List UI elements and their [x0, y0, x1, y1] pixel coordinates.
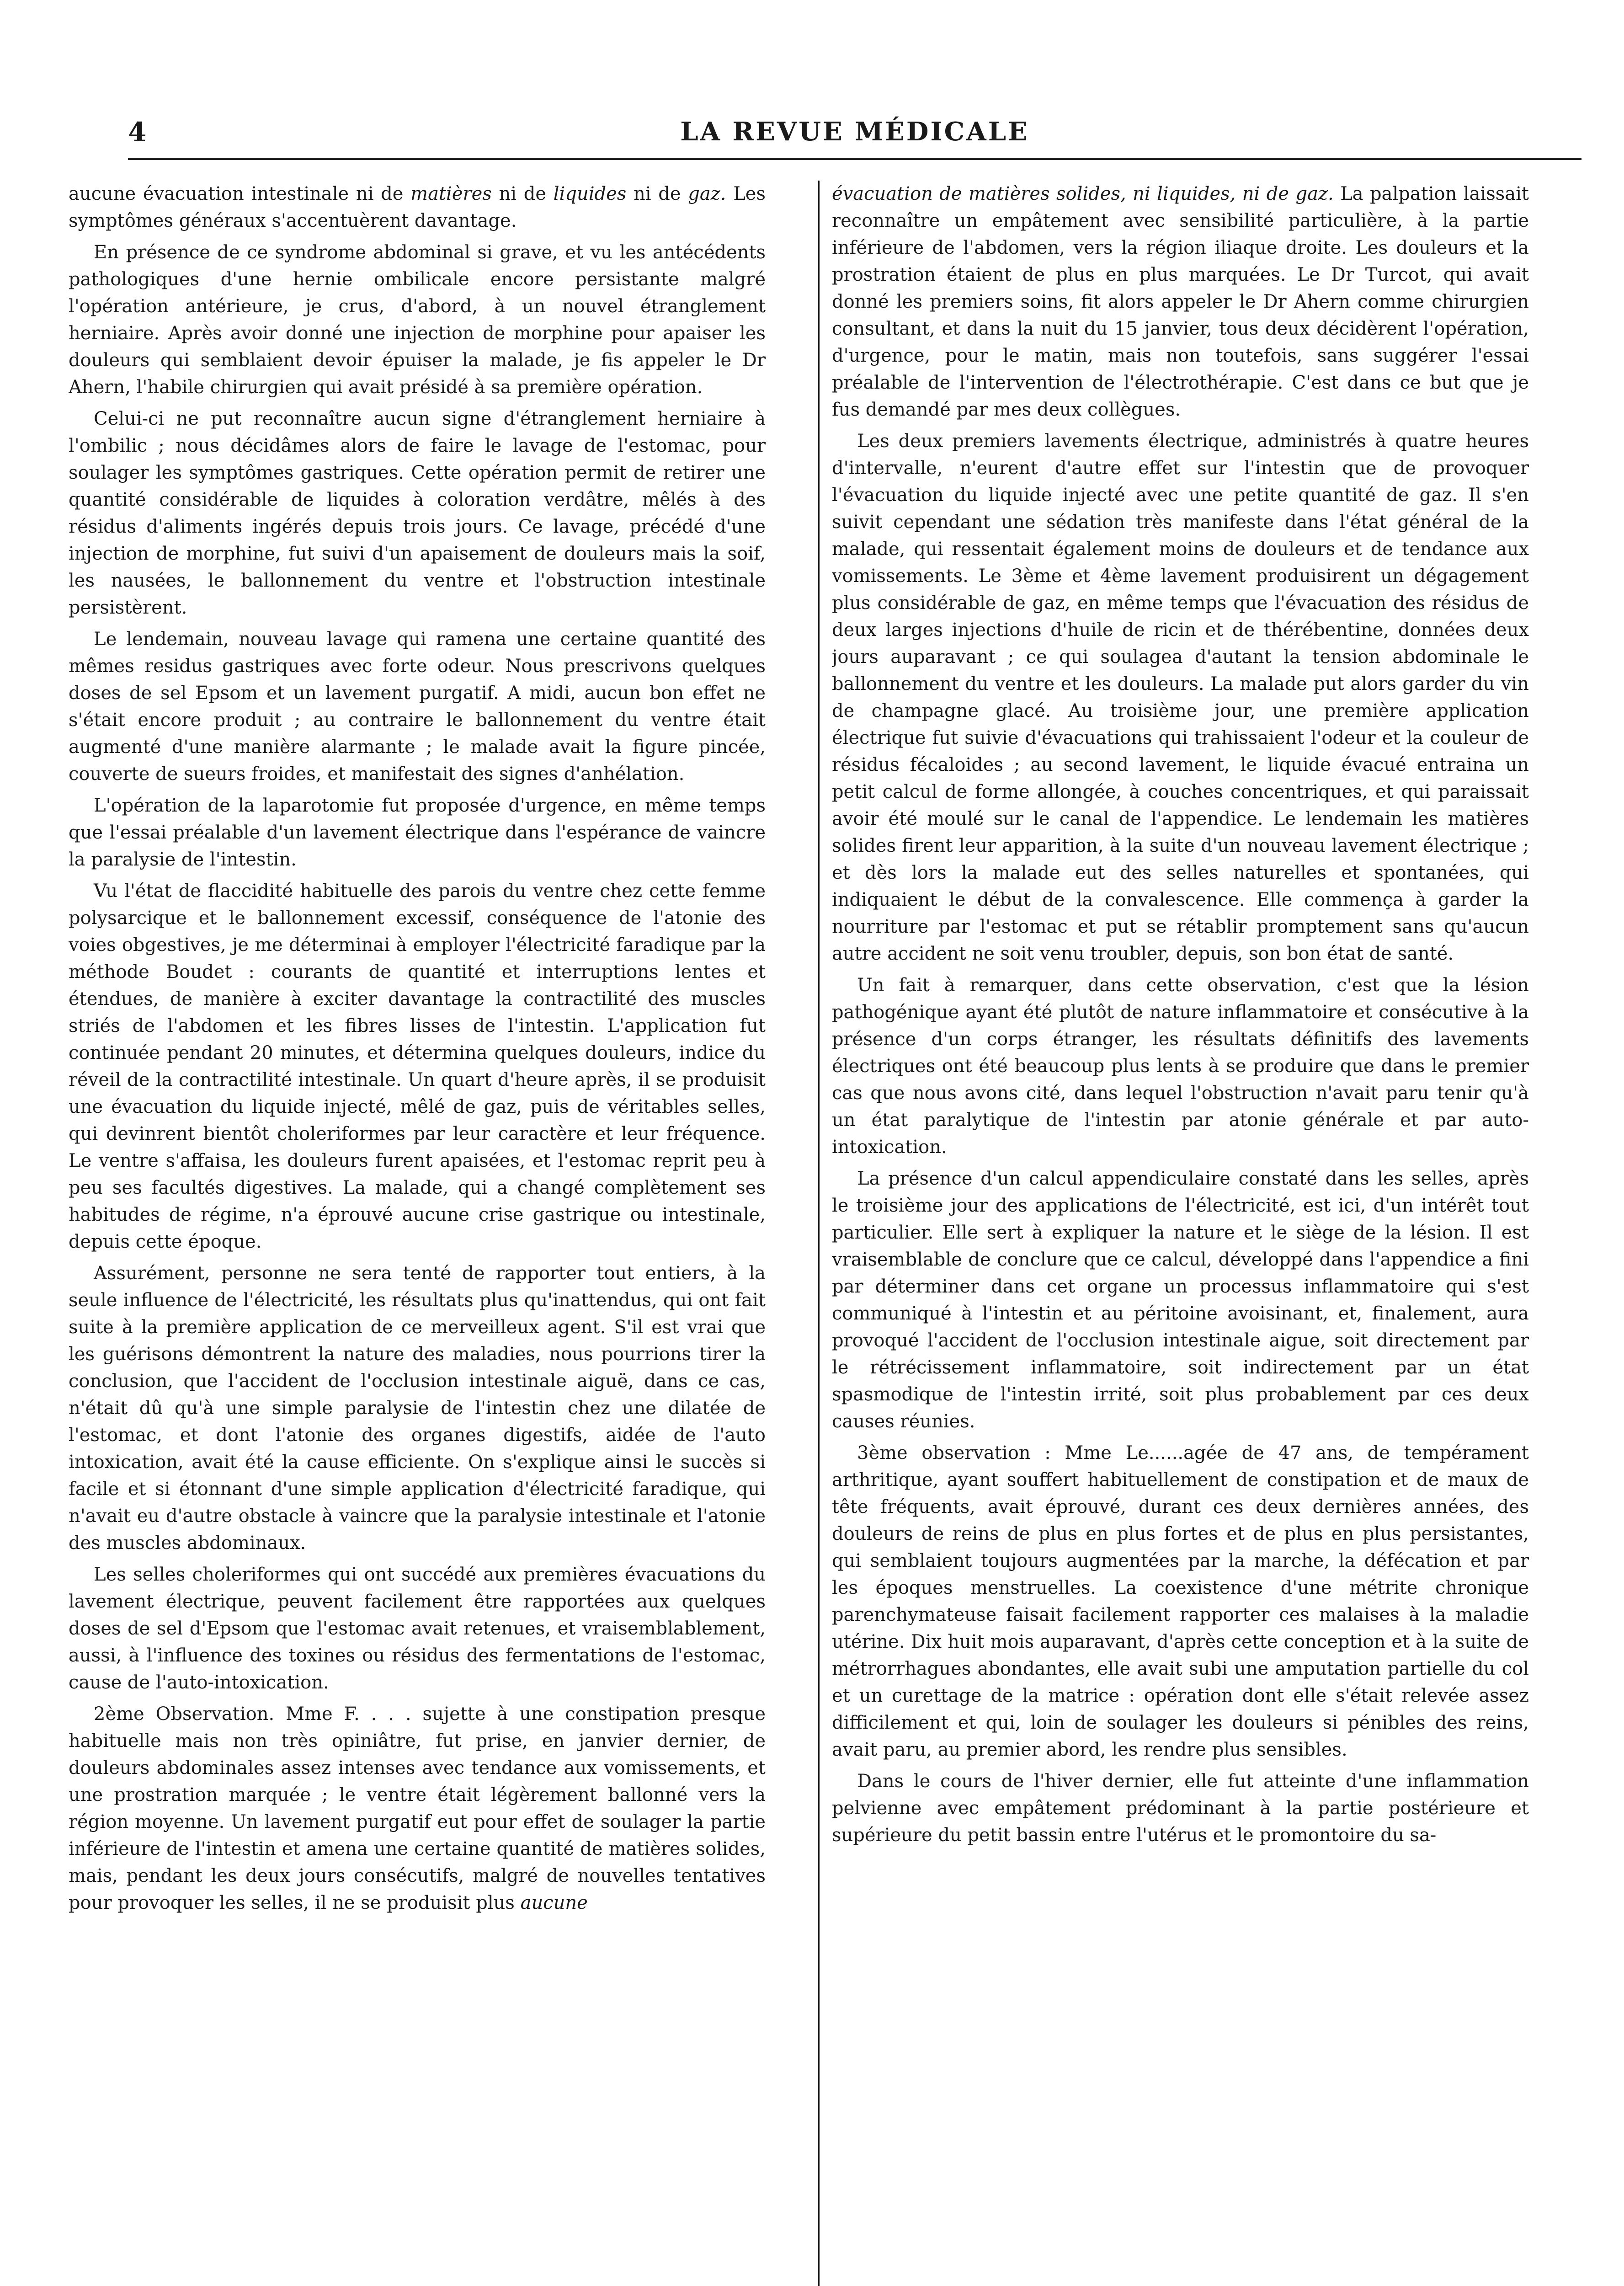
- paragraph: 3ème observation : Mme Le......agée de 47 ans, de tempérament arthritique, ayant souffert habituellement de constipation et de maux de tête fréquents, avait éprouvé, durant ces deux dernières années, des douleurs de reins de plus en plus fortes et de plus en plus persistantes, qui semblaient toujours augmentées par la marche, la défécation et par les époques menstruelles. La coexistence d'une métrite chronique parenchymateuse faisait facilement rapporter ces malaises à la maladie utérine. Dix huit mois auparavant, d'après cette conception et à la suite de métrorrhagues abondantes, elle avait subi une amputation partielle du col et un curettage de la matrice : opération dont elle s'était relevée assez difficilement et qui, loin de soulager les douleurs si pénibles des reins, avait paru, au premier abord, les rendre plus sensibles.: [832, 1442, 1529, 1760]
- header-rule: [128, 158, 1581, 160]
- paragraph: évacuation de matières solides, ni liquides, ni de gaz. La palpation laissait reconnaître un empâtement avec sensibilité particulière, à la partie inférieure de l'abdomen, vers la région iliaque droite. Les douleurs et la prostration étaient de plus en plus marquées. Le Dr Turcot, qui avait donné les premiers soins, fit alors appeler le Dr Ahern comme chirurgien consultant, et dans la nuit du 15 janvier, tous deux décidèrent l'opération, d'urgence, pour le matin, mais non toutefois, sans suggérer l'essai préalable de l'intervention de l'électrothérapie. C'est dans ce but que je fus demandé par mes deux collègues.: [832, 183, 1529, 420]
- journal-title: LA REVUE MÉDICALE: [680, 117, 1029, 147]
- paragraph: La présence d'un calcul appendiculaire constaté dans les selles, après le troisième jour des applications de l'électricité, est ici, d'un intérêt tout particulier. Elle sert à expliquer la nature et le siège de la lésion. Il est vraisemblable de conclure que ce calcul, développé dans l'appendice a fini par déterminer dans cet organe un processus inflammatoire qui s'est communiqué à l'intestin et au péritoine avoisinant, et, finalement, aura provoqué l'accident de l'occlusion intestinale aigue, soit directement par le rétrécissement inflammatoire, soit indirectement par un état spasmodique de l'intestin irrité, soit plus probablement par ces deux causes réunies.: [832, 1168, 1529, 1432]
- paragraph: aucune évacuation intestinale ni de matières ni de liquides ni de gaz. Les symptômes généraux s'accentuèrent davantage.: [69, 183, 766, 231]
- paragraph: En présence de ce syndrome abdominal si grave, et vu les antécédents pathologiques d'une hernie ombilicale encore persistante malgré l'opération antérieure, je crus, d'abord, à un nouvel étranglement herniaire. Après avoir donné une injection de morphine pour apaiser les douleurs qui semblaient devoir épuiser la malade, je fis appeler le Dr Ahern, l'habile chirurgien qui avait présidé à sa première opération.: [69, 242, 766, 398]
- paragraph: Assurément, personne ne sera tenté de rapporter tout entiers, à la seule influence de l'électricité, les résultats plus qu'inattendus, qui ont fait suite à la première application de ce merveilleux agent. S'il est vrai que les guérisons démontrent la nature des maladies, nous pourrions tirer la conclusion, que l'accident de l'occlusion intestinale aiguë, dans ce cas, n'était dû qu'à une simple paralysie de l'intestin chez une dilatée de l'estomac, et dont l'atonie des organes digestifs, aidée de l'auto intoxication, avait été la cause efficiente. On s'explique ainsi le succès si facile et si étonnant d'une simple application d'électricité faradique, qui n'avait eu d'autre obstacle à vaincre que la paralysie intestinale et l'atonie des muscles abdominaux.: [69, 1263, 766, 1554]
- left-column: [69, 181, 766, 2286]
- page-header: [128, 117, 1581, 158]
- paragraph: Les selles choleriformes qui ont succédé aux premières évacuations du lavement électrique, peuvent facilement être rapportées aux quelques doses de sel d'Epsom que l'estomac avait retenues, et vraisemblablement, aussi, à l'influence des toxines ou résidus des fermentations de l'estomac, cause de l'auto-intoxication.: [69, 1564, 766, 1693]
- page-number: 4: [128, 117, 147, 148]
- right-column: [832, 181, 1529, 2286]
- paragraph: Le lendemain, nouveau lavage qui ramena une certaine quantité des mêmes residus gastriques avec forte odeur. Nous prescrivons quelques doses de sel Epsom et un lavement purgatif. A midi, aucun bon effet ne s'était encore produit ; au contraire le ballonnement du ventre était augmenté d'une manière alarmante ; le malade avait la figure pincée, couverte de sueurs froides, et manifestait des signes d'anhélation.: [69, 629, 766, 785]
- paragraph: Celui-ci ne put reconnaître aucun signe d'étranglement herniaire à l'ombilic ; nous décidâmes alors de faire le lavage de l'estomac, pour soulager les symptômes gastriques. Cette opération permit de retirer une quantité considérable de liquides à coloration verdâtre, mêlés à des résidus d'aliments ingérés depuis trois jours. Ce lavage, précédé d'une injection de morphine, fut suivi d'un apaisement de douleurs mais la soif, les nausées, le ballonnement du ventre et l'obstruction intestinale persistèrent.: [69, 408, 766, 618]
- paragraph: Vu l'état de flaccidité habituelle des parois du ventre chez cette femme polysarcique et le ballonnement excessif, conséquence de l'atonie des voies obgestives, je me déterminai à employer l'électricité faradique par la méthode Boudet : courants de quantité et interruptions lentes et étendues, de manière à exciter davantage la contractilité des muscles striés de l'abdomen et les fibres lisses de l'intestin. L'application fut continuée pendant 20 minutes, et détermina quelques douleurs, indice du réveil de la contractilité intestinale. Un quart d'heure après, il se produisit une évacuation du liquide injecté, mêlé de gaz, puis de véritables selles, qui devinrent bientôt choleriformes par leur caractère et leur fréquence. Le ventre s'affaisa, les douleurs furent apaisées, et l'estomac reprit peu à peu ses facultés digestives. La malade, qui a changé complètement ses habitudes de régime, n'a éprouvé aucune crise gastrique ou intestinale, depuis cette époque.: [69, 881, 766, 1252]
- paragraph: Dans le cours de l'hiver dernier, elle fut atteinte d'une inflammation pelvienne avec empâtement prédominant à la partie postérieure et supérieure du petit bassin entre l'utérus et le promontoire du sa-: [832, 1771, 1529, 1846]
- paragraph: 2ème Observation. Mme F. . . . sujette à une constipation presque habituelle mais non très opiniâtre, fut prise, en janvier dernier, de douleurs abdominales assez intenses avec tendance aux vomissements, et une prostration marquée ; le ventre était légèrement ballonné vers la région moyenne. Un lavement purgatif eut pour effet de soulager la partie inférieure de l'intestin et amena une certaine quantité de matières solides, mais, pendant les deux jours consécutifs, malgré de nouvelles tentatives pour provoquer les selles, il ne se produisit plus aucune: [69, 1704, 766, 1913]
- paragraph: L'opération de la laparotomie fut proposée d'urgence, en même temps que l'essai préalable d'un lavement électrique dans l'espérance de vaincre la paralysie de l'intestin.: [69, 795, 766, 870]
- paragraph: Un fait à remarquer, dans cette observation, c'est que la lésion pathogénique ayant été plutôt de nature inflammatoire et consécutive à la présence d'un corps étranger, les résultats définitifs des lavements électriques ont été beaucoup plus lents à se produire que dans le premier cas que nous avons cité, dans lequel l'obstruction n'avait paru tenir qu'à un état paralytique de l'intestin par atonie générale et par auto-intoxication.: [832, 975, 1529, 1158]
- paragraph: Les deux premiers lavements électrique, administrés à quatre heures d'intervalle, n'eurent d'autre effet sur l'intestin que de provoquer l'évacuation du liquide injecté avec une petite quantité de gaz. Il s'en suivit cependant une sédation très manifeste dans l'état général de la malade, qui ressentait également moins de douleurs et de tendance aux vomissements. Le 3ème et 4ème lavement produisirent un dégagement plus considérable de gaz, en même temps que l'évacuation des résidus de deux larges injections d'huile de ricin et de thérébentine, données deux jours auparavant ; ce qui soulagea d'autant la tension abdominale le ballonnement du ventre et les douleurs. La malade put alors garder du vin de champagne glacé. Au troisième jour, une première application électrique fut suivie d'évacuations qui trahissaient l'odeur et la couleur de résidus fécaloides ; au second lavement, le liquide évacué entraina un petit calcul de forme allongée, à couches concentriques, et qui paraissait avoir été moulé sur le canal de l'appendice. Le lendemain les matières solides firent leur apparition, à la suite d'un nouveau lavement électrique ; et dès lors la malade eut des selles naturelles et spontanées, qui indiquaient le début de la convalescence. Elle commença à garder la nourriture par l'estomac et put se rétablir promptement sans qu'aucun autre accident ne soit venu troubler, depuis, son bon état de santé.: [832, 431, 1529, 964]
- column-rule: [818, 181, 820, 2286]
